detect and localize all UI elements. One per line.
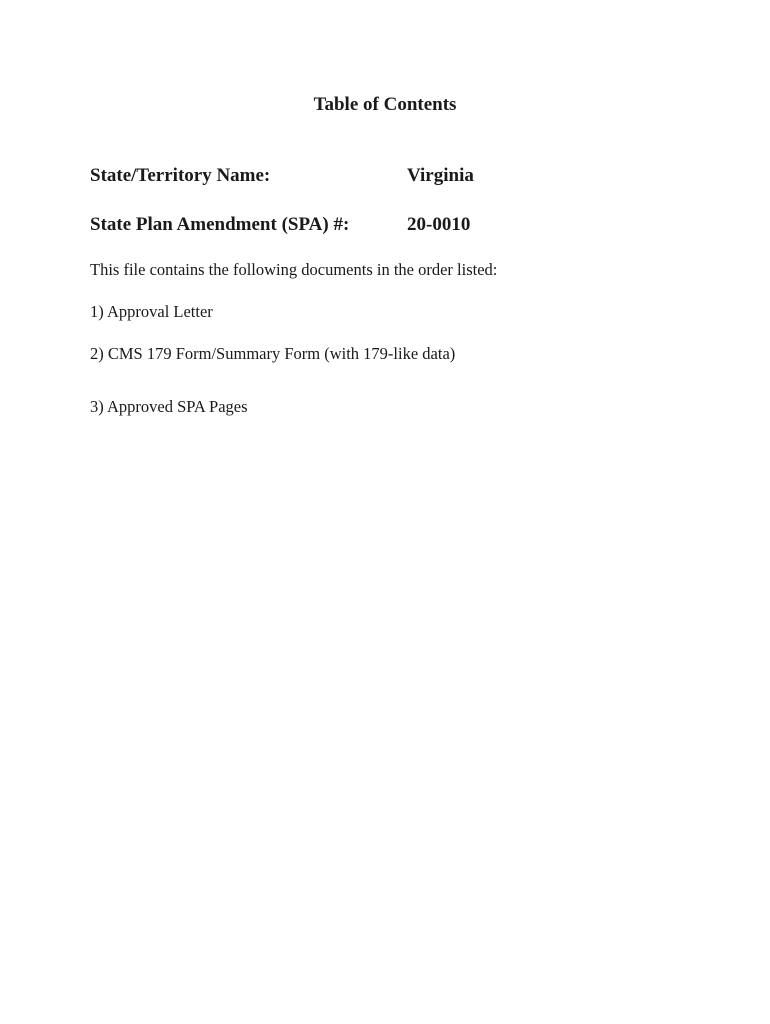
spa-number-label: State Plan Amendment (SPA) #:: [90, 214, 350, 235]
document-list-item: 2) CMS 179 Form/Summary Form (with 179-like data): [90, 344, 456, 363]
state-territory-name-value: Virginia: [407, 165, 474, 186]
spa-number-value: 20-0010: [407, 214, 471, 235]
state-territory-name-label: State/Territory Name:: [90, 165, 271, 186]
page-title: Table of Contents: [313, 94, 457, 115]
document-list-item: 3) Approved SPA Pages: [90, 397, 248, 416]
document-list-item: 1) Approval Letter: [90, 302, 213, 321]
intro-text: This file contains the following documents in the order listed:: [90, 260, 498, 279]
